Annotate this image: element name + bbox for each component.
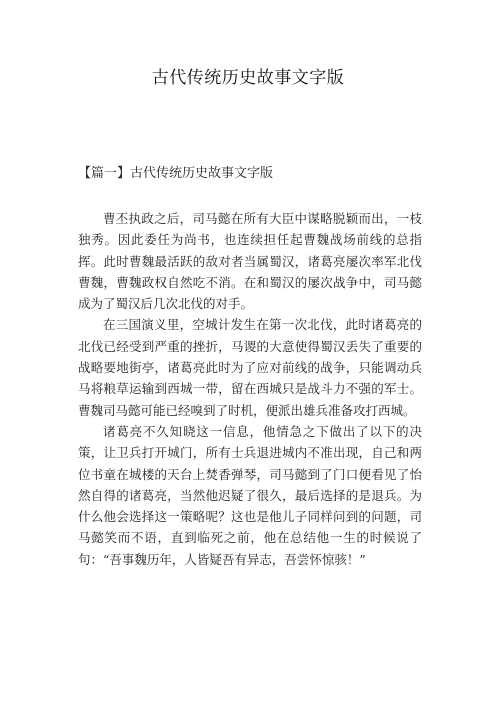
section-heading: 【篇一】古代传统历史故事文字版	[78, 166, 274, 181]
paragraph-2: 在三国演义里，空城计发生在第一次北伐，此时诸葛亮的北伐已经受到严重的挫折，马谡的大意使得蜀汉丢失了重要的战略要地街亭，诸葛亮此时为了应对前线的战争，只能调动兵马将粮草运输到西城一带，留在西城只是战斗力不强的军士。曹魏司马懿可能已经嗅到了时机，便派出雄兵准备攻打西城。	[78, 317, 422, 418]
document-body	[78, 208, 422, 570]
document-title: 古代传统历史故事文字版	[151, 68, 345, 88]
paragraph-3: 诸葛亮不久知晓这一信息，他情急之下做出了以下的决策，让卫兵打开城门，所有士兵退进城内不准出现，自己和两位书童在城楼的天台上焚香弹琴，司马懿到了门口便看见了怡然自得的诸葛亮，当然他迟疑了很久，最后选择的是退兵。为什么他会选择这一策略呢？这也是他儿子同样问到的问题，司马懿笑而不语，直到临死之前，他在总结他一生的时候说了句：“吾事魏历年，人皆疑吾有异志，吾尝怀惊骇！”	[78, 423, 422, 567]
paragraph-1: 曹丕执政之后，司马懿在所有大臣中谋略脱颖而出，一枝独秀。因此委任为尚书，也连续担任起曹魏战场前线的总指挥。此时曹魏最活跃的敌对者当属蜀汉，诸葛亮屡次率军北伐曹魏，曹魏政权自然吃不消。在和蜀汉的屡次战争中，司马懿成为了蜀汉后几次北伐的对手。	[78, 211, 422, 312]
